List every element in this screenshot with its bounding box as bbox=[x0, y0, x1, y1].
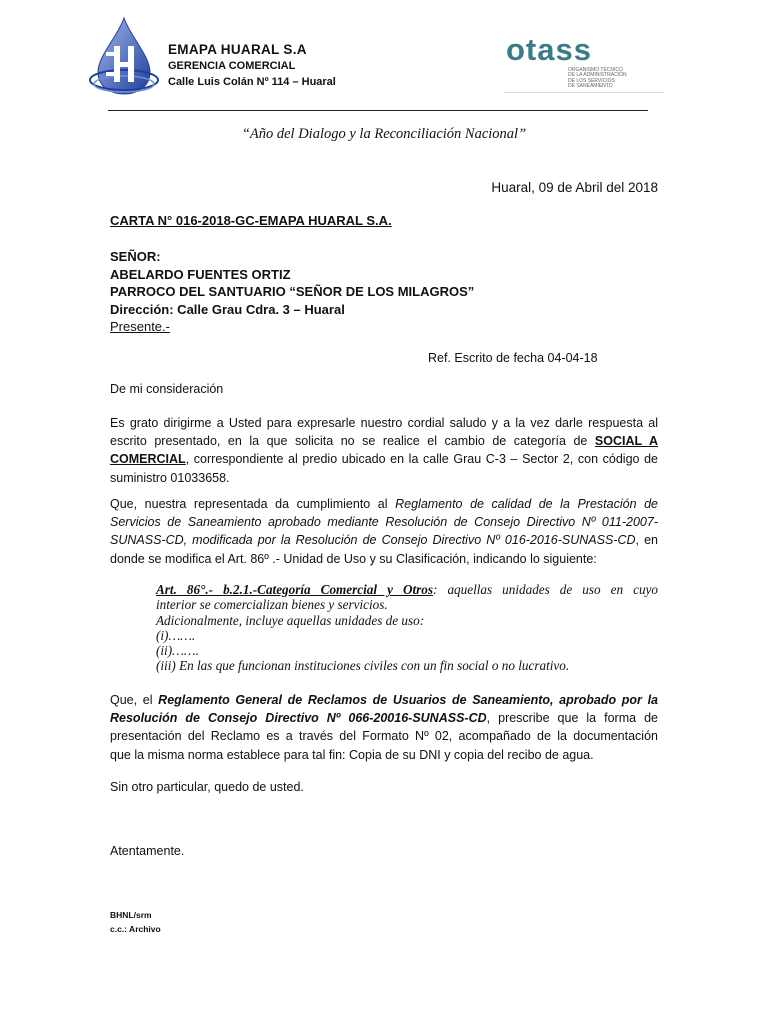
paragraph-regulation: Que, nuestra representada da cumplimiento al Reglamento de calidad de la Prestación de Servicios de Saneamiento aprobado mediante Resolución de Consejo Directivo Nº 011-2007- SUNASS-CD, modificada por la Resolución de Consejo Directivo Nº 016-2016-SUNASS-CD, en donde se modifica el Art. 86º .- Unidad de Uso y su Clasificación, indicando lo siguiente: bbox=[110, 497, 658, 566]
addressee-presente: Presente.- bbox=[110, 319, 170, 335]
header-divider bbox=[108, 110, 648, 111]
addressee-title: SEÑOR: bbox=[110, 249, 161, 264]
company-address: Calle Luis Colán Nº 114 – Huaral bbox=[168, 76, 336, 88]
addressee-institution: PARROCO DEL SANTUARIO “SEÑOR DE LOS MILAGROS” bbox=[110, 284, 475, 300]
company-department: GERENCIA COMERCIAL bbox=[168, 60, 296, 72]
typist-initials: BHNL/srm bbox=[110, 910, 152, 920]
addressee-block bbox=[110, 248, 474, 336]
emapa-logo bbox=[88, 16, 160, 98]
paragraph-response: Es grato dirigirme a Usted para expresarle nuestro cordial saludo y a la vez darle respuesta al escrito presentado, en la que solicita no se realice el cambio de categoría de SOCIAL A COMERCIAL, correspondiente al predio ubicado en la calle Grau C-3 – Sector 2, con código de suministro 01033658. bbox=[110, 416, 658, 485]
salutation: De mi consideración bbox=[110, 382, 224, 396]
addressee-address: Dirección: Calle Grau Cdra. 3 – Huaral bbox=[110, 301, 345, 317]
otass-logo bbox=[504, 32, 664, 94]
reference-line: Ref. Escrito de fecha 04-04-18 bbox=[428, 351, 598, 365]
otass-logo-word: otass bbox=[506, 32, 592, 67]
closing-sentence: Sin otro particular, quedo de usted. bbox=[110, 780, 304, 794]
article-title: Art. 86°.- b.2.1.-Categoría Comercial y Otros bbox=[156, 582, 434, 597]
company-block bbox=[168, 42, 336, 90]
carbon-copy: c.c.: Archivo bbox=[110, 924, 161, 934]
quoted-article: Art. 86°.- b.2.1.-Categoría Comercial y Otros: aquellas unidades de uso en cuyo interior se comercializan bienes y servicios. Adicionalmente, incluye aquellas unidades de uso: (i)……. (ii)……. (iii) En las que funcionan instituciones civiles con un fin social o no lucrativo. bbox=[156, 582, 658, 674]
company-name: EMAPA HUARAL S.A bbox=[168, 42, 307, 57]
list-item: (iii) En las que funcionan instituciones civiles con un fin social o no lucrativo. bbox=[156, 658, 570, 674]
year-motto: “Año del Dialogo y la Reconciliación Nacional” bbox=[241, 126, 527, 142]
category-highlight: SOCIAL A bbox=[594, 434, 658, 449]
otass-divider bbox=[504, 92, 664, 93]
footer-initials bbox=[110, 908, 161, 936]
paragraph-claims: Que, el Reglamento General de Reclamos de Usuarios de Saneamiento, aprobado por la Resolución de Consejo Directivo Nº 066-20016-SUNASS-CD, prescribe que la forma de presentación del Reclamo es a través del Formato Nº 02, acompañado de la documentación que la misma norma establece para tal fin: Copia de su DNI y copia del recibo de agua. bbox=[110, 693, 658, 762]
list-item: (ii)……. bbox=[156, 643, 199, 659]
sign-off: Atentamente. bbox=[110, 844, 185, 858]
otass-logo-subtitle: ORGANISMO TÉCNICO DE LA ADMINISTRACIÓN DE LOS SERVICIOS DE SANEAMIENTO bbox=[568, 67, 627, 90]
date-line: Huaral, 09 de Abril del 2018 bbox=[491, 180, 658, 195]
addressee-name: ABELARDO FUENTES ORTIZ bbox=[110, 266, 291, 282]
list-item: (i)……. bbox=[156, 627, 196, 643]
letter-reference: CARTA N° 016-2018-GC-EMAPA HUARAL S.A. bbox=[110, 213, 392, 228]
